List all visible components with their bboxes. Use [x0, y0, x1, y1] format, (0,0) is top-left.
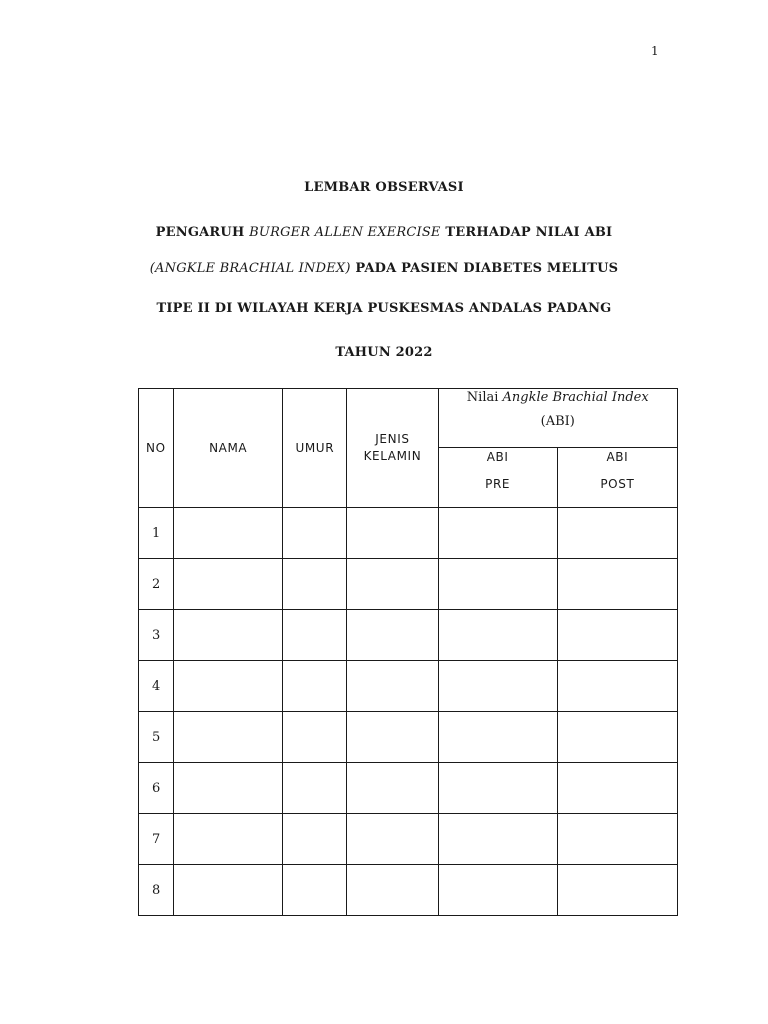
observation-table: [138, 388, 678, 916]
jenis-kelamin-cell[interactable]: [347, 865, 438, 916]
umur-cell[interactable]: [283, 661, 347, 712]
row-number: 7: [139, 814, 174, 865]
header-abi-abbr: (ABI): [540, 414, 575, 429]
jenis-kelamin-cell[interactable]: [347, 814, 438, 865]
row-number: 6: [139, 763, 174, 814]
title-line-2-prefix: PENGARUH: [155, 225, 250, 240]
nama-cell[interactable]: [174, 508, 283, 559]
abi-post-cell[interactable]: [557, 559, 677, 610]
header-pre-line2: PRE: [485, 477, 511, 491]
header-abi-post: [557, 448, 677, 508]
row-number: 5: [139, 712, 174, 763]
nama-cell[interactable]: [174, 763, 283, 814]
row-number: 4: [139, 661, 174, 712]
header-umur: UMUR: [283, 389, 347, 508]
header-jenis-kelamin: [347, 389, 438, 508]
header-pre-line1: ABI: [486, 450, 509, 464]
table-row: [139, 559, 678, 610]
umur-cell[interactable]: [283, 865, 347, 916]
header-abi-pre: [438, 448, 557, 508]
header-kelamin: KELAMIN: [363, 449, 422, 463]
row-number: 3: [139, 610, 174, 661]
document-title: LEMBAR OBSERVASI: [304, 180, 464, 195]
umur-cell[interactable]: [283, 610, 347, 661]
table-body: [139, 508, 678, 916]
header-abi-title: [439, 390, 677, 405]
title-line-3-suffix: PADA PASIEN DIABETES MELITUS: [350, 261, 619, 276]
title-line-3-italic: (ANGKLE BRACHIAL INDEX): [149, 261, 351, 276]
abi-pre-cell[interactable]: [438, 814, 557, 865]
umur-cell[interactable]: [283, 712, 347, 763]
header-post-line1: ABI: [606, 450, 629, 464]
jenis-kelamin-cell[interactable]: [347, 559, 438, 610]
header-jenis: JENIS: [375, 432, 410, 446]
nama-cell[interactable]: [174, 865, 283, 916]
header-nama: NAMA: [174, 389, 283, 508]
umur-cell[interactable]: [283, 508, 347, 559]
row-number: 2: [139, 559, 174, 610]
row-number: 8: [139, 865, 174, 916]
title-line-2-suffix: TERHADAP NILAI ABI: [440, 225, 613, 240]
jenis-kelamin-cell[interactable]: [347, 763, 438, 814]
nama-cell[interactable]: [174, 559, 283, 610]
page-number: 1: [651, 44, 659, 58]
abi-pre-cell[interactable]: [438, 559, 557, 610]
title-line-2-italic: BURGER ALLEN EXERCISE: [249, 225, 441, 240]
abi-post-cell[interactable]: [557, 763, 677, 814]
abi-pre-cell[interactable]: [438, 508, 557, 559]
table-row: [139, 712, 678, 763]
abi-post-cell[interactable]: [557, 508, 677, 559]
header-abi-italic: Angkle Brachial Index: [502, 390, 649, 405]
umur-cell[interactable]: [283, 763, 347, 814]
jenis-kelamin-cell[interactable]: [347, 712, 438, 763]
title-line-3: [0, 261, 768, 276]
jenis-kelamin-cell[interactable]: [347, 610, 438, 661]
table-row: [139, 814, 678, 865]
header-abi-prefix: Nilai: [466, 390, 503, 405]
umur-cell[interactable]: [283, 559, 347, 610]
jenis-kelamin-cell[interactable]: [347, 661, 438, 712]
row-number: 1: [139, 508, 174, 559]
abi-pre-cell[interactable]: [438, 763, 557, 814]
table-header-row: [139, 389, 678, 448]
table-row: [139, 763, 678, 814]
table-row: [139, 661, 678, 712]
header-post-line2: POST: [600, 477, 635, 491]
abi-pre-cell[interactable]: [438, 712, 557, 763]
nama-cell[interactable]: [174, 610, 283, 661]
header-abi-group: [438, 389, 677, 448]
nama-cell[interactable]: [174, 661, 283, 712]
abi-post-cell[interactable]: [557, 865, 677, 916]
title-line-2: [0, 225, 768, 240]
nama-cell[interactable]: [174, 712, 283, 763]
abi-post-cell[interactable]: [557, 814, 677, 865]
abi-pre-cell[interactable]: [438, 610, 557, 661]
abi-post-cell[interactable]: [557, 712, 677, 763]
nama-cell[interactable]: [174, 814, 283, 865]
title-line-4: TIPE II DI WILAYAH KERJA PUSKESMAS ANDALAS PADANG: [156, 301, 612, 316]
jenis-kelamin-cell[interactable]: [347, 508, 438, 559]
umur-cell[interactable]: [283, 814, 347, 865]
abi-pre-cell[interactable]: [438, 865, 557, 916]
abi-pre-cell[interactable]: [438, 661, 557, 712]
table-row: [139, 508, 678, 559]
abi-post-cell[interactable]: [557, 610, 677, 661]
header-no: NO: [139, 389, 174, 508]
abi-post-cell[interactable]: [557, 661, 677, 712]
table-row: [139, 865, 678, 916]
title-year: TAHUN 2022: [335, 345, 433, 360]
table-row: [139, 610, 678, 661]
